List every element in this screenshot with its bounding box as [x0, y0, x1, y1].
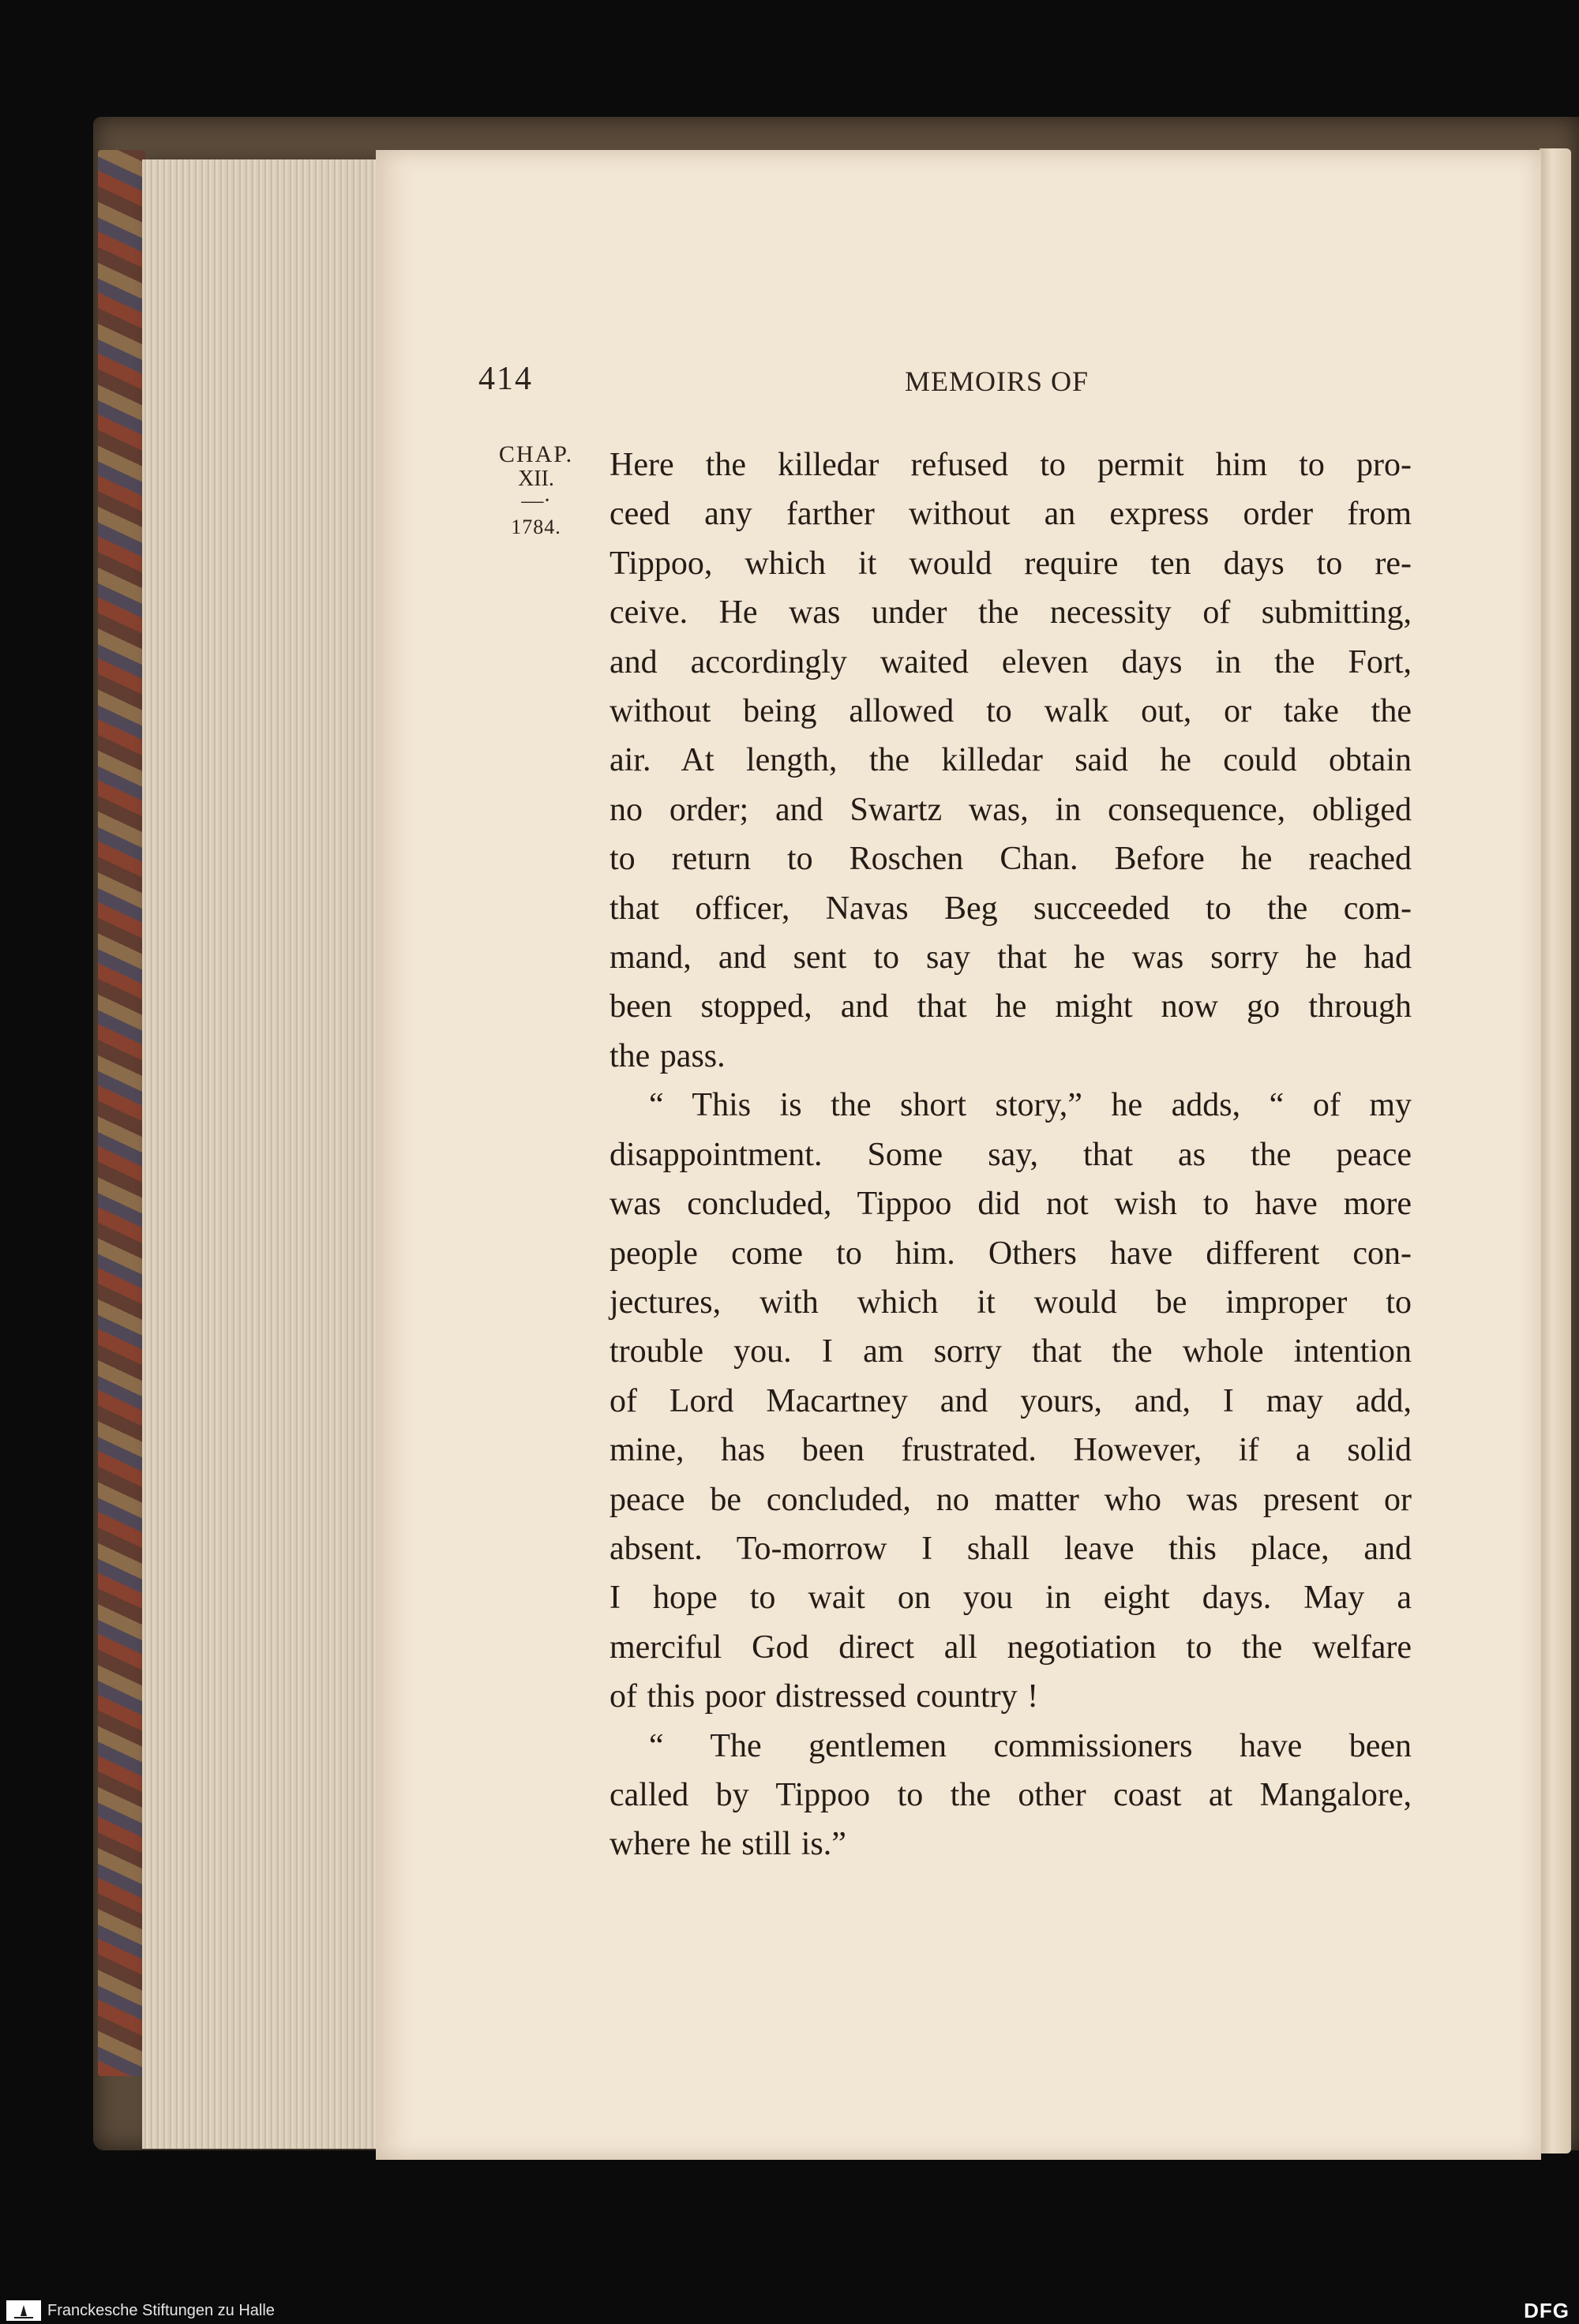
page-header [478, 360, 1442, 407]
text-line: “ This is the short story,” he adds, “ of my [649, 1087, 1412, 1124]
institution-logo-icon [6, 2300, 41, 2321]
text-line: air. At length, the killedar said he could obtain [609, 742, 1412, 779]
text-line: that officer, Navas Beg succeeded to the com- [609, 890, 1412, 927]
paragraph-2 [609, 1081, 1412, 1721]
text-line: peace be concluded, no matter who was present or [609, 1481, 1412, 1518]
text-line: people come to him. Others have different con- [609, 1235, 1412, 1272]
text-line: the pass. [609, 1037, 726, 1074]
text-line: where he still is.” [609, 1826, 846, 1863]
margin-dash: —· [521, 489, 551, 513]
text-line: merciful God direct all negotiation to the welfare [609, 1629, 1412, 1666]
margin-chapter-label: CHAP. [498, 441, 574, 467]
page-number: 414 [478, 361, 533, 397]
text-line: trouble you. I am sorry that the whole intention [609, 1333, 1412, 1370]
text-line: mine, has been frustrated. However, if a solid [609, 1432, 1412, 1469]
text-line: ceed any farther without an express order from [609, 496, 1412, 533]
text-line: jectures, with which it would be improper to [609, 1284, 1412, 1321]
paragraph-3 [609, 1722, 1412, 1869]
text-line: “ The gentlemen commissioners have been [649, 1727, 1412, 1764]
text-line: I hope to wait on you in eight days. May a [609, 1580, 1412, 1617]
running-head: MEMOIRS OF [905, 365, 1090, 397]
text-line: to return to Roschen Chan. Before he reached [609, 841, 1412, 878]
margin-note [493, 442, 579, 543]
text-line: without being allowed to walk out, or take the [609, 693, 1412, 730]
text-line: ceive. He was under the necessity of submitting, [609, 594, 1412, 632]
marbled-edge [98, 150, 145, 2076]
dfg-logo: DFG [1524, 2299, 1570, 2322]
text-line: disappointment. Some say, that as the peace [609, 1136, 1412, 1173]
text-line: and accordingly waited eleven days in the Fort, [609, 643, 1412, 680]
text-line: of Lord Macartney and yours, and, I may add, [609, 1382, 1412, 1419]
facing-page-edge [1540, 148, 1571, 2153]
institution-credit: Franckesche Stiftungen zu Halle [47, 2302, 275, 2319]
body-text [609, 440, 1412, 1869]
page-stack-edge [142, 159, 379, 2149]
text-line: of this poor distressed country ! [609, 1678, 1039, 1715]
text-line: Here the killedar refused to permit him to pro- [609, 447, 1412, 483]
footer-bar [0, 2296, 1579, 2324]
text-line: called by Tippoo to the other coast at Mangalore, [609, 1776, 1412, 1813]
text-line: Tippoo, which it would require ten days to re- [609, 545, 1412, 582]
paragraph-1 [609, 440, 1412, 1081]
margin-chapter-number: XII. [518, 467, 554, 491]
text-line: been stopped, and that he might now go through [609, 988, 1412, 1025]
text-line: no order; and Swartz was, in consequence, obliged [609, 791, 1412, 828]
text-line: mand, and sent to say that he was sorry he had [609, 939, 1412, 976]
text-line: was concluded, Tippoo did not wish to have more [609, 1186, 1412, 1223]
text-line: absent. To-morrow I shall leave this place, and [609, 1530, 1412, 1567]
margin-year: 1784. [511, 515, 561, 538]
